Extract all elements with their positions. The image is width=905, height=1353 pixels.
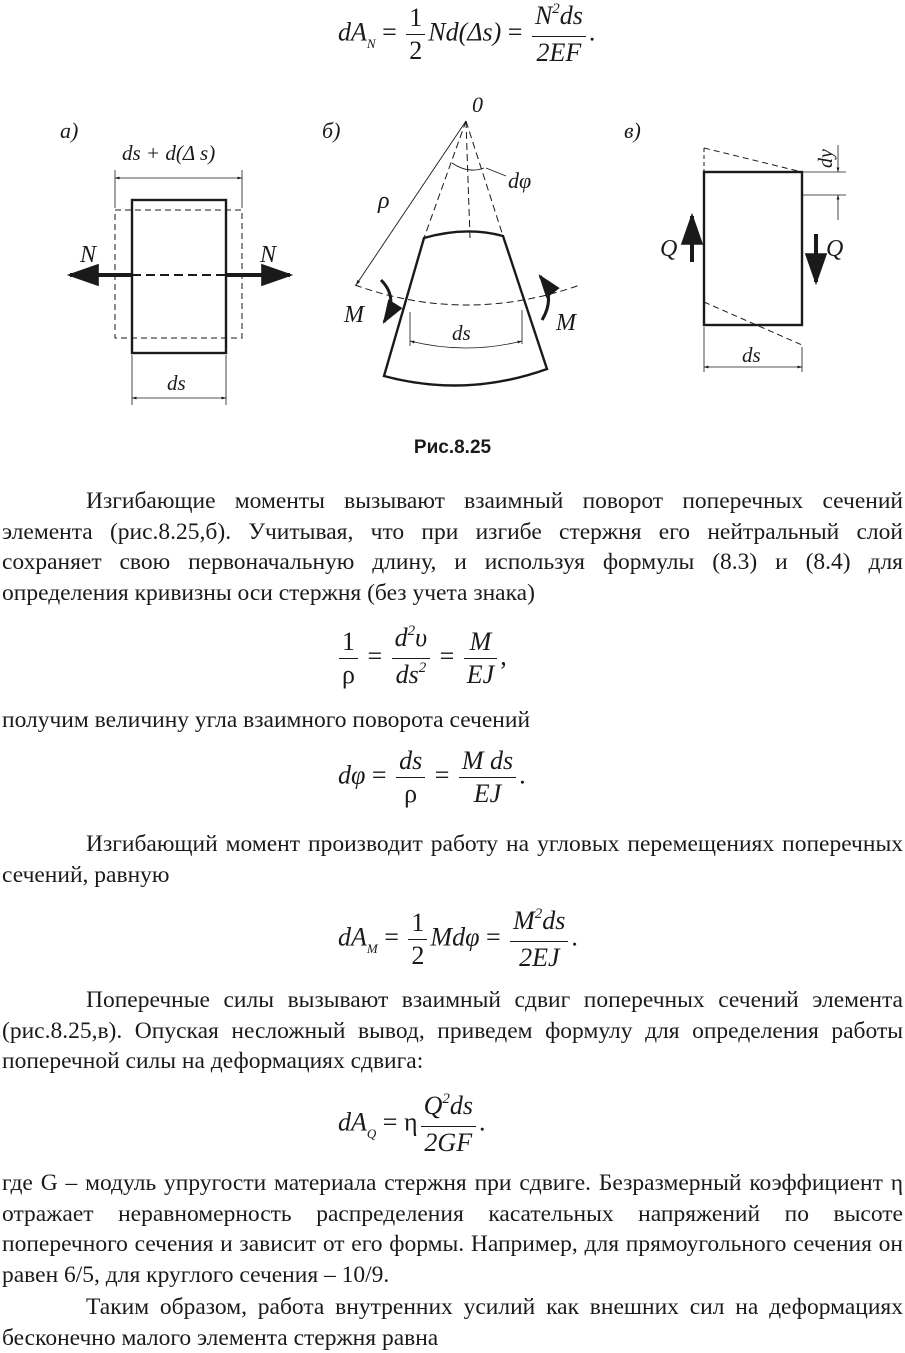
paragraph-1: Изгибающие моменты вызывают взаимный поворот поперечных сечений элемента (рис.8.25,б). Учитывая, что при изгибе стержня его нейтральный слой сохраняет свою первоначальную длину, и используя формулы (8.3) и (8.4) для определения кривизны оси стержня (без учета знака) (2, 488, 903, 606)
shear-bottom-dimension-label: ds (742, 343, 761, 367)
shear-element-rect (704, 172, 802, 325)
paragraph-4: Поперечные силы вызывают взаимный сдвиг поперечных сечений элемента (рис.8.25,в). Опуская несложный вывод, приведем формулу для определения работы поперечной силы на деформациях сдвига: (2, 987, 903, 1074)
radius-arrow (356, 121, 466, 285)
force-n-left-label: N (80, 242, 97, 268)
force-n-right-label: N (260, 242, 277, 268)
shift-label: dy (815, 149, 837, 168)
paragraph-6: Таким образом, работа внутренних усилий как внешних сил на деформациях бесконечно малого элемента стержня равна (2, 1294, 903, 1351)
formula-dAQ: $dA_Q = \eta$ $\frac{Q^2ds}{2GF}$ . (338, 1091, 486, 1157)
bottom-dimension-label: ds (167, 371, 186, 395)
formula-dAN: $dA_N$ = $\frac{1}{2}$ Nd(Δs) = $\frac{N^2ds}{2EF}$ . (338, 1, 596, 67)
panel-v-shear (624, 118, 846, 372)
radius-label: ρ (378, 188, 390, 214)
panel-b-bending (322, 92, 580, 385)
shear-right-label: Q (826, 236, 844, 262)
apex-label: 0 (472, 92, 483, 117)
panel-a-tag: а) (60, 118, 79, 143)
panel-b-tag: б) (322, 118, 341, 143)
sector-element (384, 231, 547, 385)
formula-curvature: $\frac{1}{\rho}$ = $\frac{d^2\upsilon}{ds^2}$ = $\frac{M}{EJ}$ , (336, 622, 507, 695)
panel-a-tension (60, 118, 290, 405)
panel-v-tag: в) (624, 118, 641, 143)
arc-dimension-label: ds (452, 321, 471, 345)
formula-dAM: $dA_M$ = $\frac{1}{2}$ Mdφ = $\frac{M^2ds}{2EJ}$ . (338, 906, 578, 972)
figure-caption: Рис.8.25 (413, 437, 492, 458)
top-dimension-label: ds + d(Δ s) (122, 141, 216, 165)
figure-8-25 (0, 0, 905, 430)
moment-left-arrow (381, 280, 391, 322)
angle-label: dφ (508, 168, 532, 193)
moment-left-label: M (344, 302, 364, 328)
element-rect (132, 200, 226, 353)
paragraph-3: Изгибающий момент производит работу на угловых перемещениях поперечных сечений, равную (2, 831, 903, 888)
shear-left-label: Q (660, 236, 678, 262)
moment-right-arrow (540, 276, 549, 320)
paragraph-5: где G – модуль упругости материала стержня при сдвиге. Безразмерный коэффициент η отражает неравномерность распределения касательных напряжений по высоте поперечного сечения и зависит от его формы. Например, для прямоугольного сечения он равен 6/5, для круглого сечения – 10/9. (2, 1170, 903, 1288)
moment-right-label: M (556, 310, 576, 336)
formula-dphi: dφ = $\frac{ds}{\rho}$ = $\frac{\text{M ds}}{EJ}$ . (338, 746, 526, 808)
paragraph-2: получим величину угла взаимного поворота сечений (2, 707, 531, 733)
